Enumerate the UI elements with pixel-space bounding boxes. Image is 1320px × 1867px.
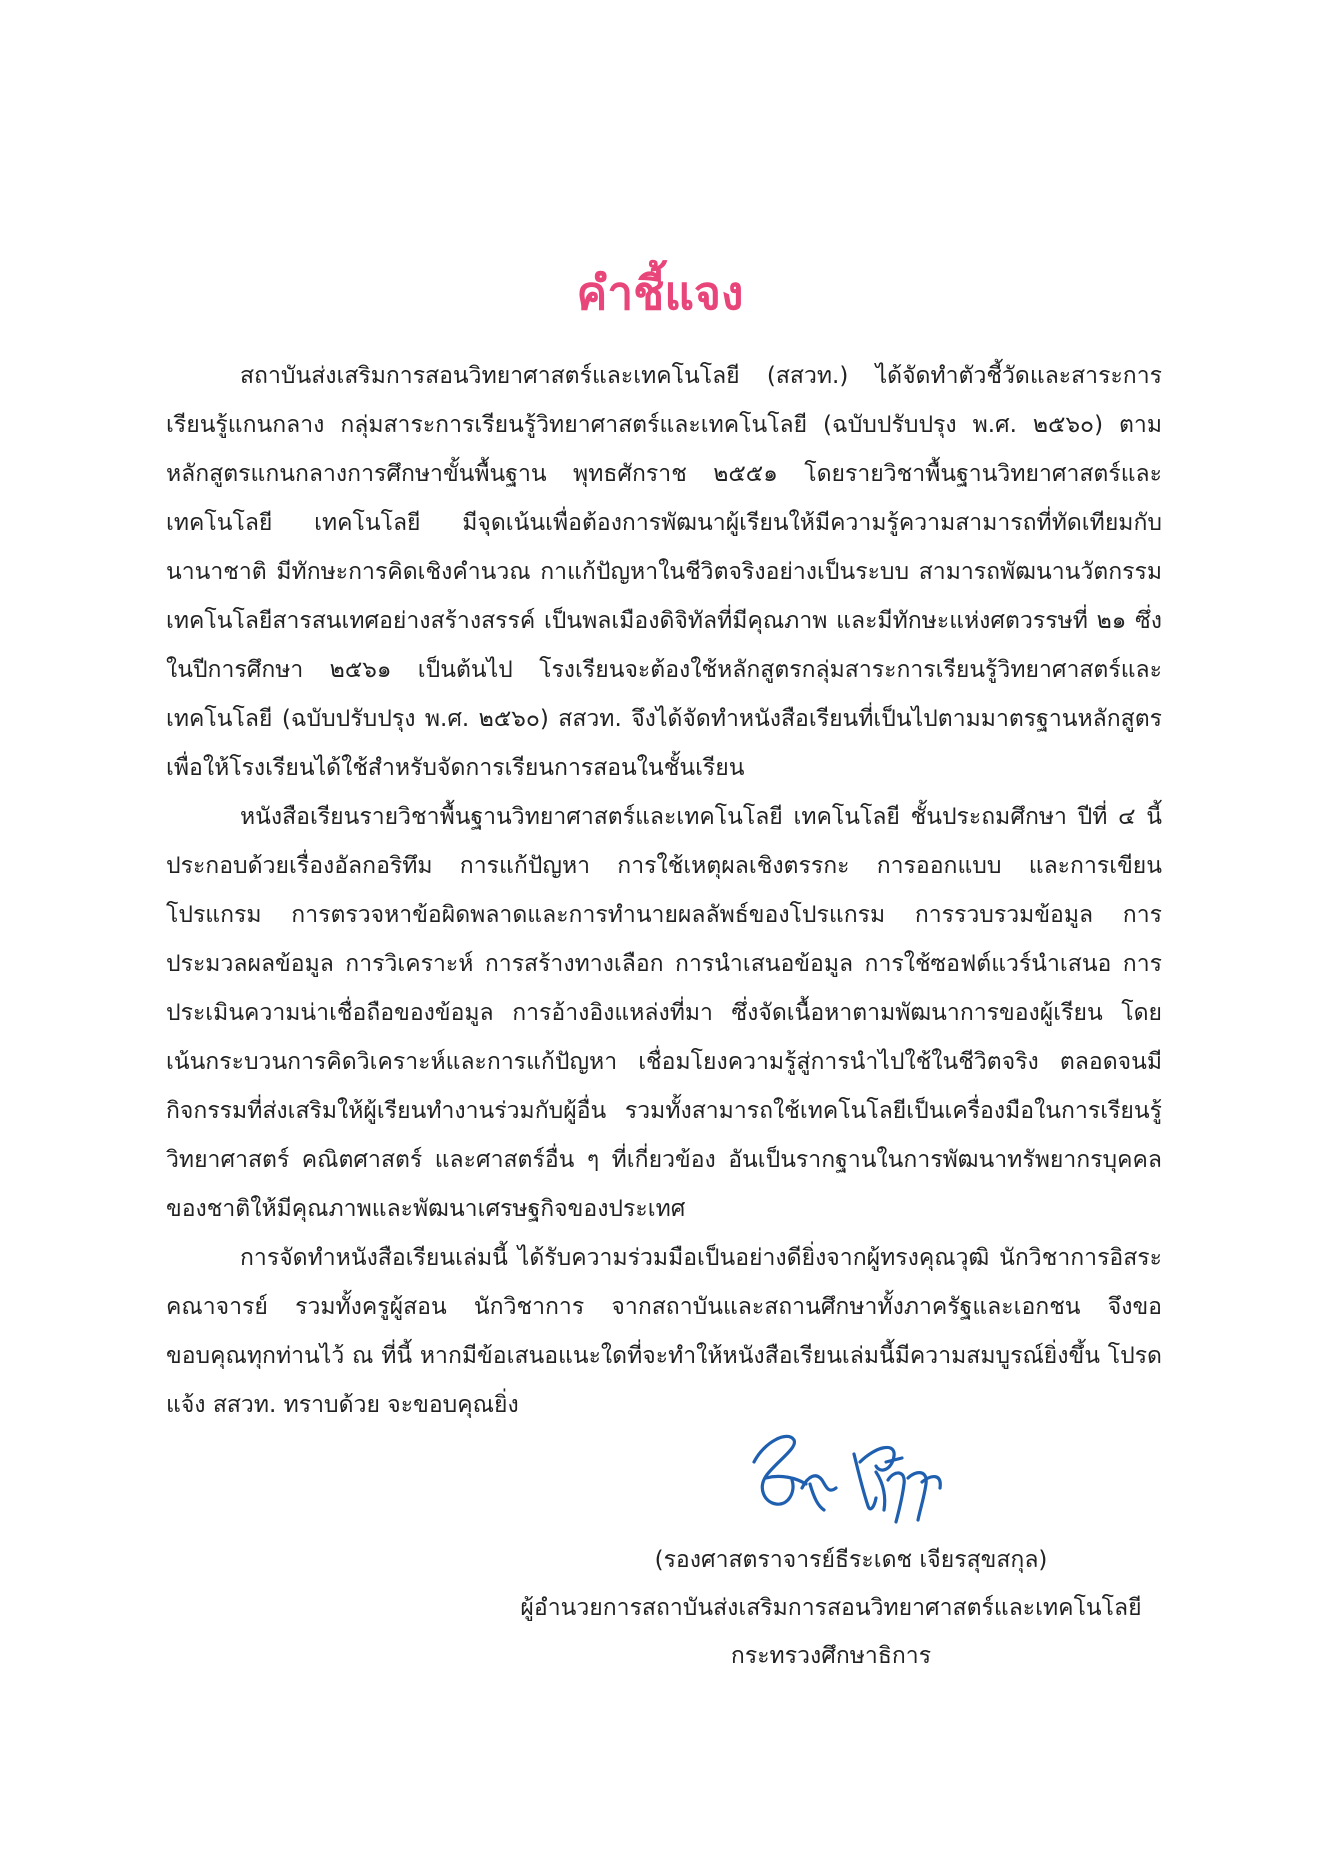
page-title: คำชี้แจง	[576, 265, 744, 320]
signature-block	[500, 1536, 1162, 1680]
body-text	[166, 352, 1162, 1430]
paragraph-acknowledgement: การจัดทำหนังสือเรียนเล่มนี้ ได้รับความร่วมมือเป็นอย่างดียิ่งจากผู้ทรงคุณวุฒิ นักวิชาการอิสระ คณาจารย์ รวมทั้งครูผู้สอน นักวิชาการ จากสถาบันและสถานศึกษาทั้งภาครัฐและเอกชน จึงขอขอบคุณทุกท่านไว้ ณ ที่นี้ หากมีข้อเสนอแนะใดที่จะทำให้หนังสือเรียนเล่มนี้มีความสมบูรณ์ยิ่งขึ้น โปรดแจ้ง สสวท. ทราบด้วย จะขอบคุณยิ่ง	[166, 1245, 1162, 1418]
paragraph-intro: สถาบันส่งเสริมการสอนวิทยาศาสตร์และเทคโนโลยี (สสวท.) ได้จัดทำตัวชี้วัดและสาระการเรียนรู้แกนกลาง กลุ่มสาระการเรียนรู้วิทยาศาสตร์และเทคโนโลยี (ฉบับปรับปรุง พ.ศ. ๒๕๖๐) ตามหลักสูตรแกนกลางการศึกษาขั้นพื้นฐาน พุทธศักราช ๒๕๕๑ โดยรายวิชาพื้นฐานวิทยาศาสตร์และเทคโนโลยี เทคโนโลยี มีจุดเน้นเพื่อต้องการพัฒนาผู้เรียนให้มีความรู้ความสามารถที่ทัดเทียมกับนานาชาติ มีทักษะการคิดเชิงคำนวณ กาแก้ปัญหาในชีวิตจริงอย่างเป็นระบบ สามารถพัฒนานวัตกรรมเทคโนโลยีสารสนเทศอย่างสร้างสรรค์ เป็นพลเมืองดิจิทัลที่มีคุณภาพ และมีทักษะแห่งศตวรรษที่ ๒๑ ซึ่งในปีการศึกษา ๒๕๖๑ เป็นต้นไป โรงเรียนจะต้องใช้หลักสูตรกลุ่มสาระการเรียนรู้วิทยาศาสตร์และเทคโนโลยี (ฉบับปรับปรุง พ.ศ. ๒๕๖๐) สสวท. จึงได้จัดทำหนังสือเรียนที่เป็นไปตามมาตรฐานหลักสูตรเพื่อให้โรงเรียนได้ใช้สำหรับจัดการเรียนการสอนในชั้นเรียน	[166, 363, 1162, 781]
handwritten-signature	[736, 1418, 966, 1528]
signer-ministry: กระทรวงศึกษาธิการ	[730, 1643, 932, 1669]
paragraph-contents: หนังสือเรียนรายวิชาพื้นฐานวิทยาศาสตร์และเทคโนโลยี เทคโนโลยี ชั้นประถมศึกษา ปีที่ ๔ นี้ ประกอบด้วยเรื่องอัลกอริทึม การแก้ปัญหา การใช้เหตุผลเชิงตรรกะ การออกแบบ และการเขียนโปรแกรม การตรวจหาข้อผิดพลาดและการทำนายผลลัพธ์ของโปรแกรม การรวบรวมข้อมูล การประมวลผลข้อมูล การวิเคราะห์ การสร้างทางเลือก การนำเสนอข้อมูล การใช้ซอฟต์แวร์นำเสนอ การประเมินความน่าเชื่อถือของข้อมูล การอ้างอิงแหล่งที่มา ซึ่งจัดเนื้อหาตามพัฒนาการของผู้เรียน โดยเน้นกระบวนการคิดวิเคราะห์และการแก้ปัญหา เชื่อมโยงความรู้สู่การนำไปใช้ในชีวิตจริง ตลอดจนมีกิจกรรมที่ส่งเสริมให้ผู้เรียนทำงานร่วมกับผู้อื่น รวมทั้งสามารถใช้เทคโนโลยีเป็นเครื่องมือในการเรียนรู้วิทยาศาสตร์ คณิตศาสตร์ และศาสตร์อื่น ๆ ที่เกี่ยวข้อง อันเป็นรากฐานในการพัฒนาทรัพยากรบุคคลของชาติให้มีคุณภาพและพัฒนาเศรษฐกิจของประเทศ	[166, 804, 1162, 1222]
signer-name: (รองศาสตราจารย์ธีระเดช เจียรสุขสกุล)	[654, 1547, 1048, 1573]
signer-position: ผู้อำนวยการสถาบันส่งเสริมการสอนวิทยาศาสตร์และเทคโนโลยี	[520, 1595, 1142, 1621]
